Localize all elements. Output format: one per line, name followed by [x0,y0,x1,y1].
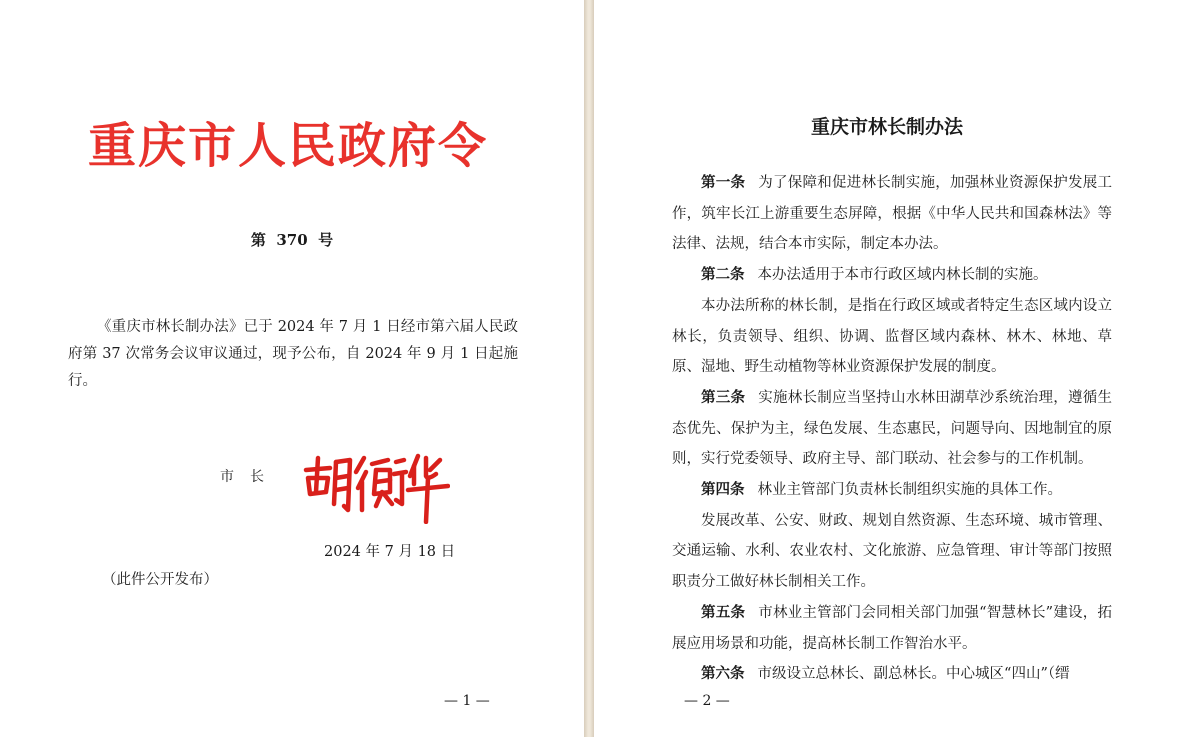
document-page-1 [0,0,584,737]
government-order-title: 重庆市人民政府令 [88,118,489,174]
article-text: 实施林长制应当坚持山水林田湖草沙系统治理，遵循生态优先、保护为主，绿色发展、生态惠民，问题导向、因地制宜的原则，实行党委领导、政府主导、部门联动、社会参与的工作机制。 [672,389,1113,468]
article-text: 林业主管部门负责林长制组织实施的具体工作。 [757,482,1063,499]
article-text: 市级设立总林长、副总林长。中心城区“四山”（缙 [757,666,1070,683]
article-paragraph [672,506,1112,598]
article-text: 本办法所称的林长制，是指在行政区域或者特定生态区域内设立林长，负责领导、组织、协调、监督区域内森林、林木、林地、草原、湿地、野生动植物等林业资源保护发展的制度。 [672,297,1112,376]
order-number: 第 370 号 [250,231,334,249]
article-paragraph [672,168,1112,260]
article-heading: 第三条 [701,389,746,406]
page-number: — 1 — [444,693,490,709]
mayor-signature-image [300,448,450,524]
article-paragraph [672,260,1112,291]
article-paragraph [672,598,1112,659]
article-paragraph [672,291,1112,383]
mayor-label: 市 长 [220,469,265,485]
article-paragraph [672,659,1112,690]
signing-date: 2024 年 7 月 18 日 [324,544,456,560]
article-heading: 第五条 [701,604,746,621]
article-heading: 第一条 [701,175,746,191]
regulation-title: 重庆市林长制办法 [810,116,963,138]
announcement-body: 《重庆市林长制办法》已于 2024 年 7 月 1 日经市第六届人民政府第 37 次常务会议审议通过，现予公布，自 2024 年 9 月 1 日起施行。 [68,319,518,389]
publish-note: （此件公开发布） [102,572,218,588]
article-heading: 第四条 [701,482,745,499]
article-text: 本办法适用于本市行政区域内林长制的实施。 [757,267,1048,284]
article-heading: 第六条 [701,666,745,683]
article-paragraph [672,383,1112,475]
page-number: — 2 — [684,693,730,709]
article-text: 发展改革、公安、财政、规划自然资源、生态环境、城市管理、交通运输、水利、农业农村、文化旅游、应急管理、审计等部门按照职责分工做好林长制相关工作。 [672,512,1112,591]
article-text: 为了保障和促进林长制实施，加强林业资源保护发展工作，筑牢长江上游重要生态屏障，根据《中华人民共和国森林法》等法律、法规，结合本市实际，制定本办法。 [672,175,1113,253]
article-paragraph [672,475,1112,506]
document-page-2 [594,0,1180,737]
article-heading: 第二条 [701,267,745,284]
page-divider [584,0,594,737]
article-text: 市林业主管部门会同相关部门加强“智慧林长”建设，拓展应用场景和功能，提高林长制工作智治水平。 [672,604,1113,652]
regulation-articles [672,168,1112,690]
